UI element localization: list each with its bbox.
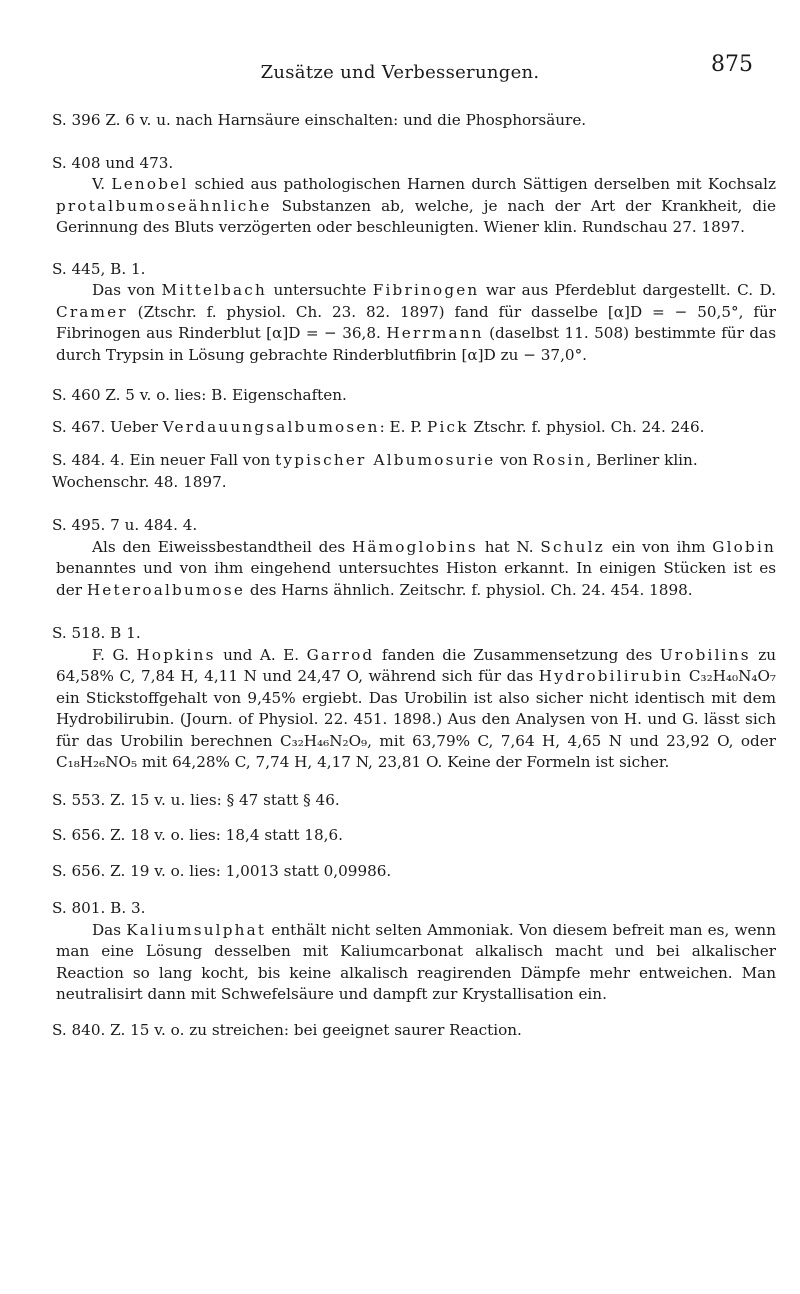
author-name: Rosin	[532, 451, 587, 469]
author-name: Herrmann	[386, 324, 484, 342]
author-name: Mittelbach	[161, 281, 267, 299]
emphasized-term: Hämoglobins	[351, 537, 478, 556]
text-segment: Ein neuer Fall von	[129, 451, 276, 469]
text-segment: fanden die Zusammensetzung des	[374, 645, 660, 664]
correction-entry	[52, 417, 776, 439]
correction-text: lies: 18,4 statt 18,6.	[189, 826, 343, 844]
emphasized-term: Kaliumsulphat	[126, 920, 267, 939]
page-reference: S. 460 Z. 5 v. o.	[52, 386, 170, 404]
text-segment: untersuchte	[266, 281, 373, 299]
correction-entry	[52, 153, 776, 239]
text-segment: (Ztschr. f. physiol. Ch. 23. 82. 1897) fand für dasselbe [α]D = − 50,5°, für Fibrinogen aus Rinderblut [α]D = − 36,8.	[56, 302, 776, 342]
text-segment: F. G.	[92, 645, 137, 664]
corrections-list	[52, 110, 776, 1041]
page-reference: S. 445, B. 1.	[52, 259, 146, 278]
correction-entry	[52, 861, 776, 883]
text-segment: Als den Eiweissbestandtheil des	[92, 537, 352, 556]
text-segment: von	[495, 451, 533, 469]
author-name: Lenobel	[111, 175, 189, 193]
page-reference: S. 553. Z. 15 v. u.	[52, 790, 186, 809]
text-segment: Ztschr. f. physiol. Ch. 24. 246.	[468, 417, 705, 436]
text-segment: benanntes und von ihm eingehend untersuchtes Histon erkannt. In einigen Stücken ist es der	[56, 559, 776, 599]
text-segment: ein von ihm	[604, 537, 713, 556]
emphasized-term: Urobilins	[659, 645, 751, 664]
correction-text: zu streichen: bei geeignet saurer Reaction.	[189, 1020, 522, 1039]
running-title: Zusätze und Verbesserungen.	[260, 62, 540, 83]
correction-entry	[52, 110, 776, 132]
correction-entry	[52, 898, 776, 1006]
author-name: Cramer	[56, 302, 128, 321]
page-number: 875	[711, 52, 753, 77]
page-header	[0, 52, 800, 92]
text-segment: Das von	[92, 281, 162, 299]
emphasized-term: Hydrobilirubin	[538, 667, 684, 685]
page-reference: S. 656. Z. 18 v. o.	[52, 826, 185, 844]
author-name: Schulz	[540, 537, 605, 556]
emphasized-term: Globin	[712, 537, 776, 556]
text-segment: enthält nicht selten Ammoniak. Von diesem befreit man es, wenn man eine Lösung desselben mit Kaliumcarbonat alkalisch macht und bei alkalischer Reaction so lang kocht, bis keine alkalisch reagirenden Dämpfe mehr entweichen. Man neutralisirt dann mit Schwefelsäure und dampft zur Krystallisation ein.	[56, 920, 776, 1003]
text-segment: schied aus pathologischen Harnen durch Sättigen derselben mit Kochsalz	[188, 175, 776, 193]
emphasized-term: Fibrinogen	[372, 281, 480, 299]
page-reference: S. 656. Z. 19 v. o.	[52, 861, 185, 880]
page-reference: S. 467.	[52, 417, 106, 436]
page-reference: S. 396 Z. 6 v. u.	[52, 111, 171, 129]
page-reference: S. 518. B 1.	[52, 624, 141, 642]
correction-text	[56, 920, 776, 1006]
text-segment: Ueber	[110, 417, 163, 436]
emphasized-term: protalbumoseähnliche	[56, 196, 272, 215]
page-reference: S. 484. 4.	[52, 451, 125, 469]
correction-entry	[52, 825, 776, 847]
emphasized-term: typischer Albumosurie	[275, 451, 496, 469]
correction-entry	[52, 385, 776, 407]
correction-text	[56, 280, 776, 366]
correction-text: lies: § 47 statt § 46.	[190, 790, 340, 809]
author-name: Hopkins	[136, 645, 216, 664]
correction-entry	[52, 259, 776, 367]
text-segment: hat N.	[477, 537, 541, 556]
text-segment: : E. P.	[379, 417, 428, 436]
text-segment: zu 64,58% C, 7,84 H, 4,11 N und 24,47 O, während sich für das	[56, 645, 776, 685]
page-reference: S. 801. B. 3.	[52, 899, 146, 917]
correction-entry	[52, 515, 776, 601]
correction-text: lies: 1,0013 statt 0,09986.	[189, 861, 392, 880]
author-name: Pick	[427, 417, 469, 436]
text-segment: Substanzen ab, welche, je nach der Art der Krankheit, die Gerinnung des Bluts verzögerten oder beschleunigten. Wiener klin. Rundschau 27. 1897.	[56, 196, 776, 236]
text-segment: des Harns ähnlich. Zeitschr. f. physiol. Ch. 24. 454. 1898.	[245, 580, 693, 599]
text-segment: V.	[92, 175, 112, 193]
correction-text: nach Harnsäure einschalten: und die Phosphorsäure.	[175, 111, 587, 129]
correction-text	[56, 537, 776, 602]
correction-entry	[52, 1020, 776, 1042]
page-reference: S. 408 und 473.	[52, 153, 174, 172]
correction-text: lies: B. Eigenschaften.	[174, 386, 347, 404]
text-segment: und A. E.	[215, 645, 307, 664]
correction-entry	[52, 450, 776, 493]
text-segment: (daselbst 11. 508) bestimmte für das durch Trypsin in Lösung gebrachte Rinderblutfibrin [α]D zu − 37,0°.	[56, 324, 776, 364]
page-reference: S. 495. 7 u. 484. 4.	[52, 516, 198, 534]
correction-text	[56, 174, 776, 239]
correction-entry	[52, 790, 776, 812]
author-name: Garrod	[306, 645, 375, 664]
text-segment: war aus Pferdeblut dargestellt. C. D.	[479, 281, 777, 299]
correction-text	[56, 645, 776, 774]
emphasized-term: Heteroalbumose	[86, 580, 246, 599]
text-segment: Das	[92, 920, 127, 939]
page-reference: S. 840. Z. 15 v. o.	[52, 1020, 185, 1039]
correction-entry	[52, 623, 776, 774]
text-segment: , Berliner klin. Wochenschr. 48. 1897.	[52, 451, 698, 491]
text-segment: C₃₂H₄₀N₄O₇ ein Stickstoffgehalt von 9,45% ergiebt. Das Urobilin ist also sicher nicht identisch mit dem Hydrobilirubin. (Journ. of Physiol. 22. 451. 1898.) Aus den Analysen von H. und G. lässt sich für das Urobilin berechnen C₃₂H₄₆N₂O₉, mit 63,79% C, 7,64 H, 4,65 N und 23,92 O, oder C₁₈H₂₆NO₅ mit 64,28% C, 7,74 H, 4,17 N, 23,81 O. Keine der Formeln ist sicher.	[56, 667, 776, 771]
emphasized-term: Verdauungsalbumosen	[162, 417, 380, 436]
